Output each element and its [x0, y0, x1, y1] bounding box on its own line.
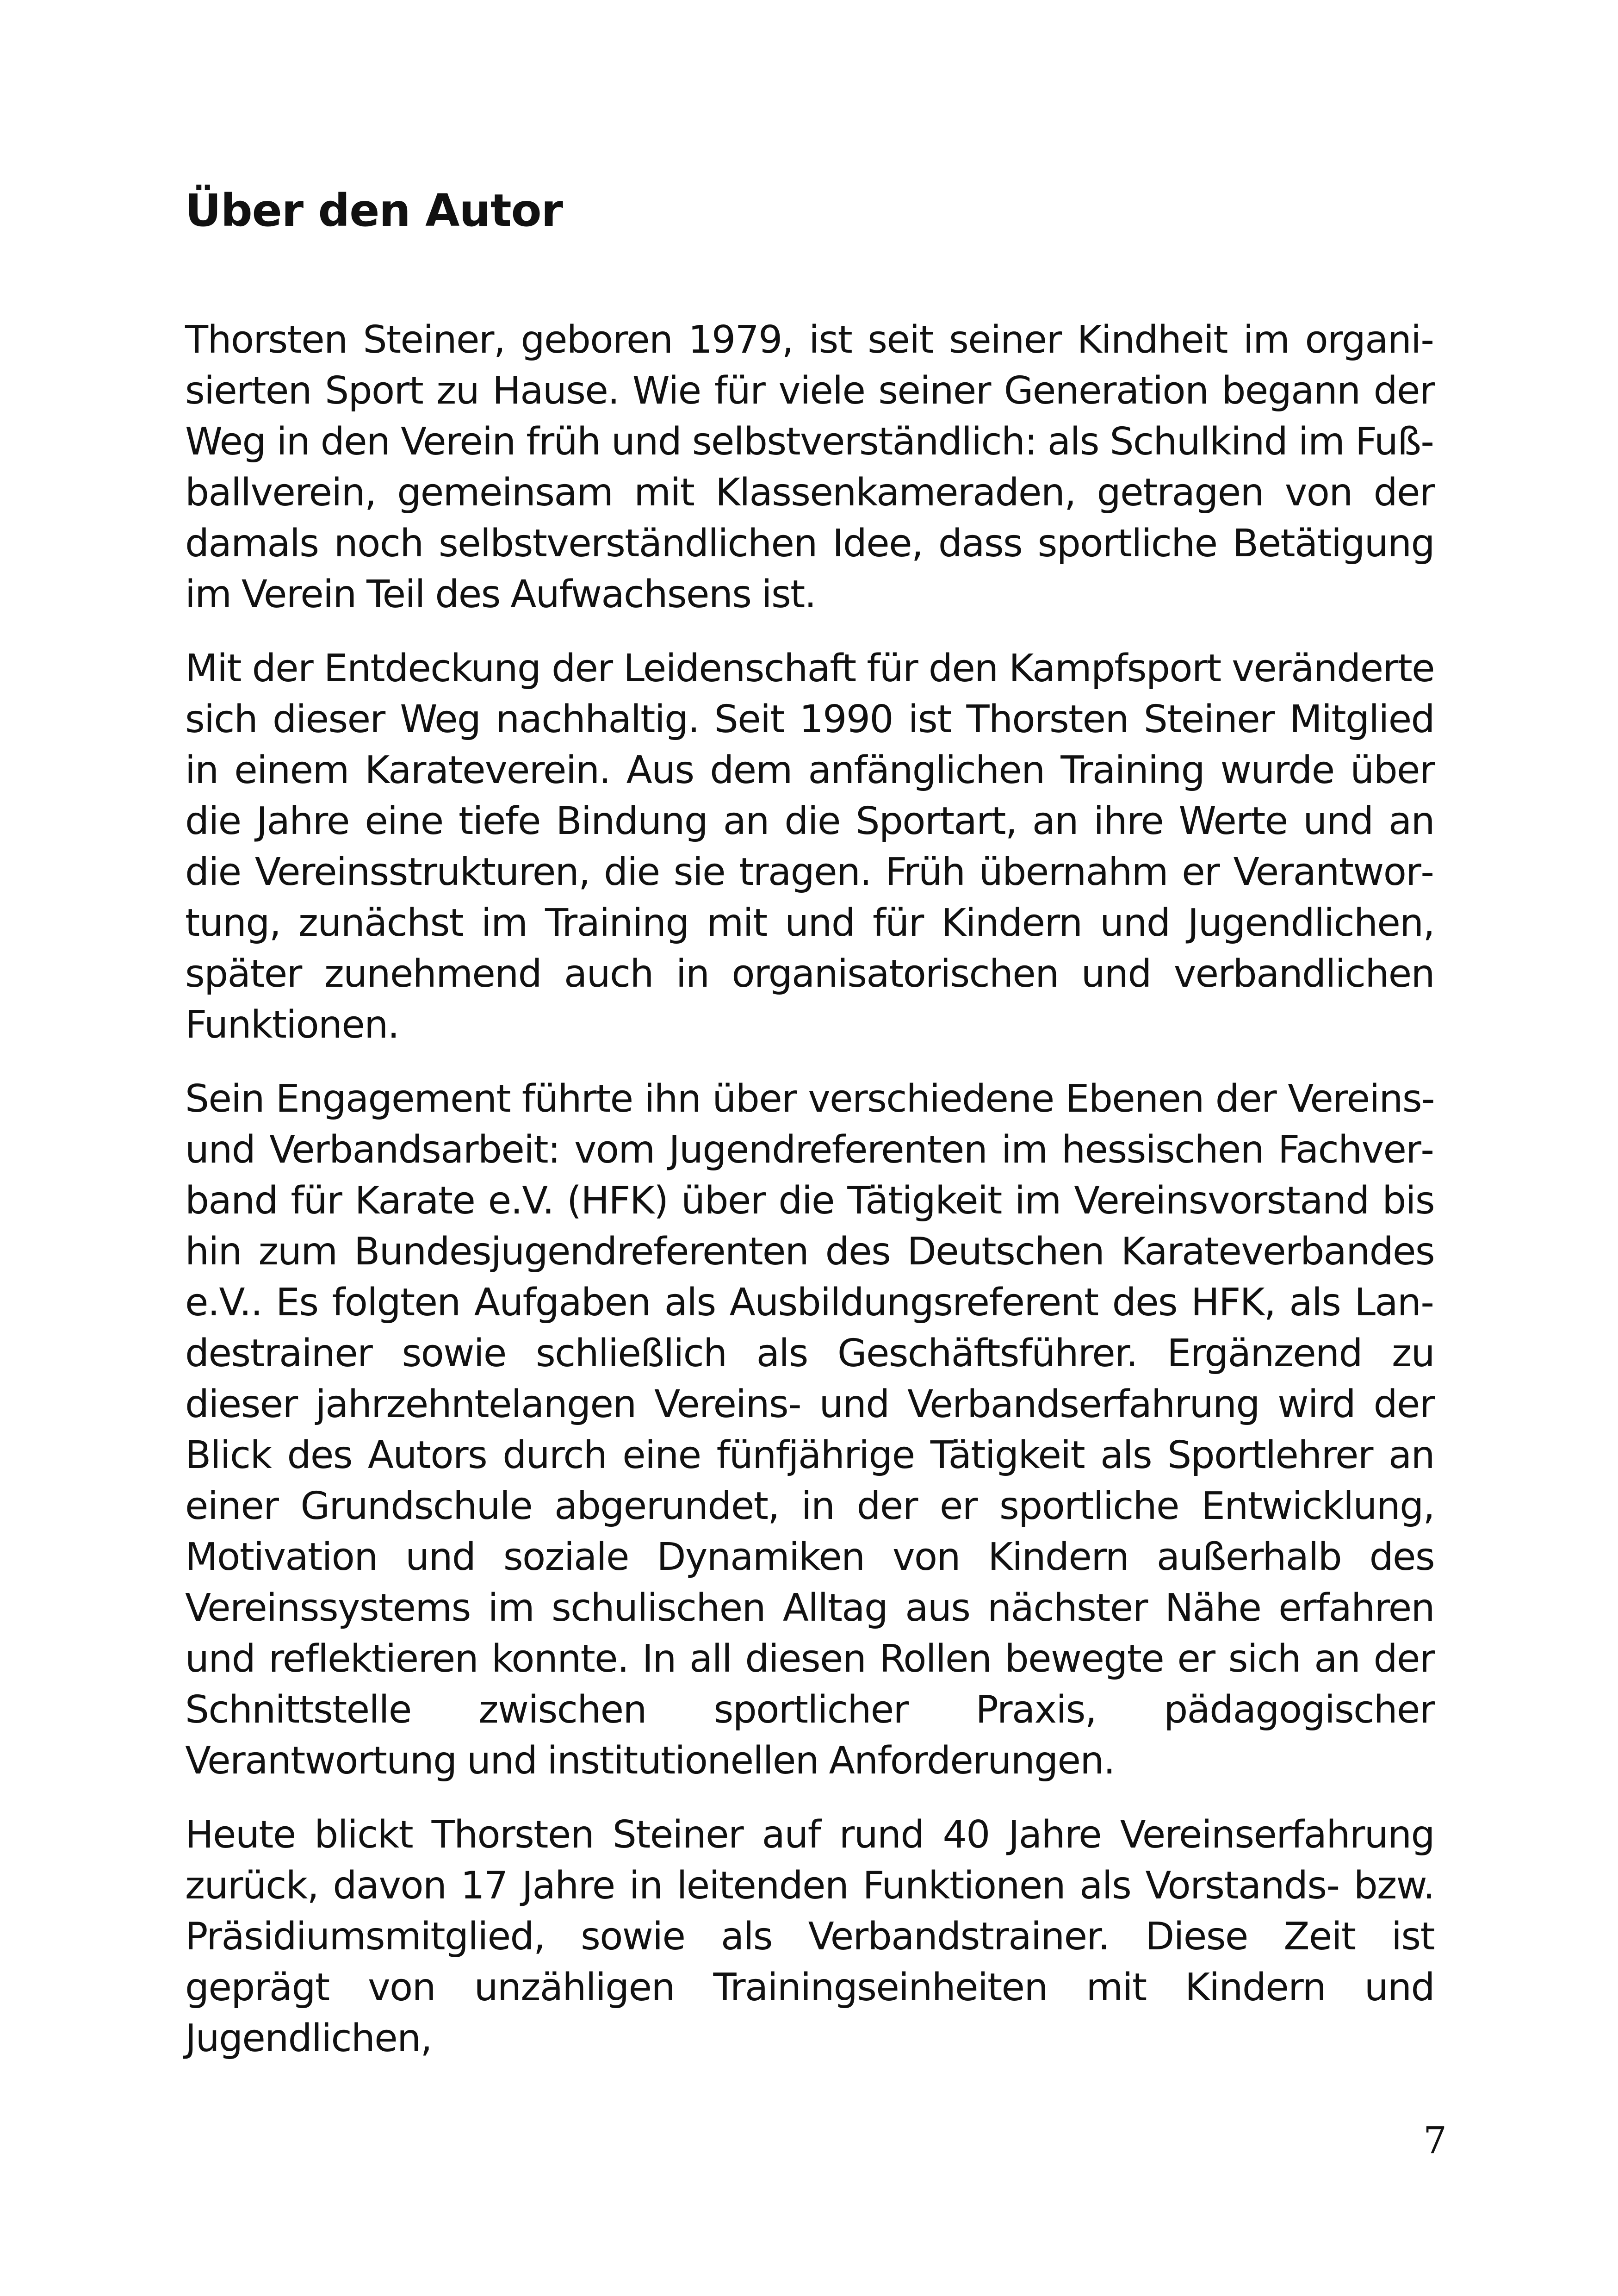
paragraph-4: Heute blickt Thorsten Steiner auf rund 40 Jahre Vereinserfahrung zurück, davon 17 Jahre in leitenden Funktionen als Vorstands- bzw. Präsidiumsmitglied, sowie als Verbandstrainer. Diese Zeit ist geprägt von unzähligen Trainingseinheiten mit Kindern und Jugendlichen, — [185, 1813, 1434, 2060]
page-title: Über den Autor — [185, 185, 563, 236]
paragraph-2: Mit der Entdeckung der Leidenschaft für den Kampfsport veränderte sich dieser Weg nachhaltig. Seit 1990 ist Thorsten Steiner Mitglied in einem Karateverein. Aus dem anfänglichen Training wurde über die Jahre eine tiefe Bindung an die Sportart, an ihre Werte und an die Vereinsstrukturen, die sie tragen. Früh übernahm er Verantwortung, zunächst im Training mit und für Kindern und Jugendlichen, später zunehmend auch in organisatorischen und verbandlichen Funktionen. — [185, 647, 1434, 1047]
paragraph-3: Sein Engagement führte ihn über verschiedene Ebenen der Vereins- und Verbandsarbeit: vom Jugendreferenten im hessischen Fachverband für Karate e.V. (HFK) über die Tätigkeit im Vereinsvorstand bis hin zum Bundesjugendreferenten des Deutschen Karateverbandes e.V.. Es folgten Aufgaben als Ausbildungsreferent des HFK, als Landestrainer sowie schließlich als Geschäftsführer. Ergänzend zu dieser jahrzehntelangen Vereins- und Verbandserfahrung wird der Blick des Autors durch eine fünfjährige Tätigkeit als Sportlehrer an einer Grundschule abgerundet, in der er sportliche Entwicklung, Motivation und soziale Dynamiken von Kindern außerhalb des Vereinssystems im schulischen Alltag aus nächster Nähe erfahren und reflektieren konnte. In all diesen Rollen bewegte er sich an der Schnittstelle zwischen sportlicher Praxis, pädagogischer Verantwortung und institutionellen Anforderungen. — [185, 1077, 1434, 1783]
body-text — [185, 315, 1434, 2087]
page-number: 7 — [1423, 2119, 1447, 2162]
paragraph-1: Thorsten Steiner, geboren 1979, ist seit seiner Kindheit im organisierten Sport zu Hause. Wie für viele seiner Generation begann der Weg in den Verein früh und selbstverständlich: als Schulkind im Fußballverein, gemeinsam mit Klassenkameraden, getragen von der damals noch selbstverständlichen Idee, dass sportliche Betätigung im Verein Teil des Aufwachsens ist. — [185, 318, 1434, 616]
